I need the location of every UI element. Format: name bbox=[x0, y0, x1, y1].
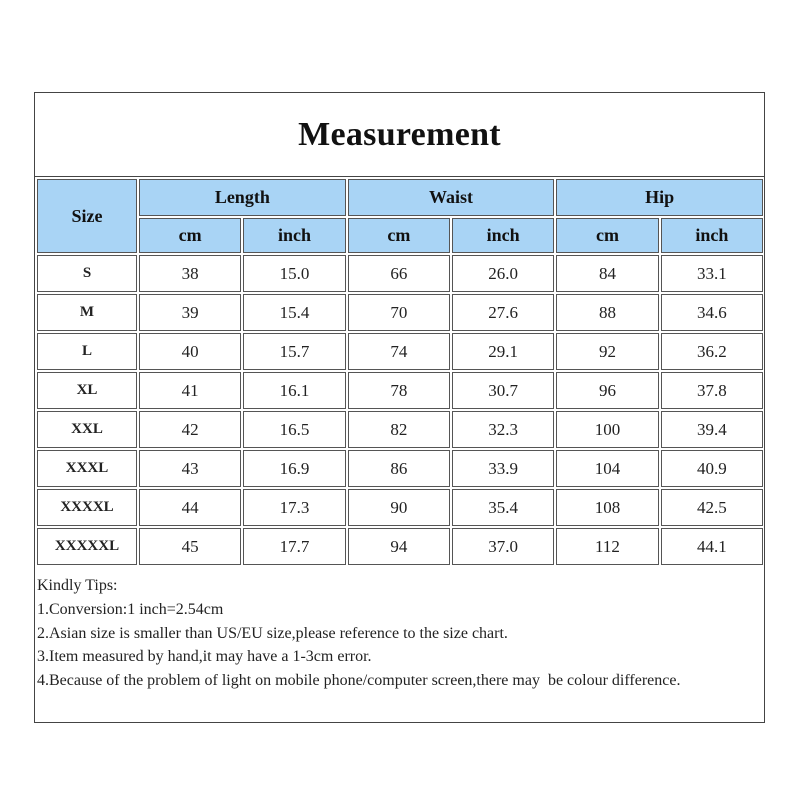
value-cell: 74 bbox=[348, 333, 450, 370]
group-header-row bbox=[37, 179, 763, 216]
value-cell: 33.9 bbox=[452, 450, 554, 487]
waist-inch-header: inch bbox=[452, 218, 554, 253]
value-cell: 15.0 bbox=[243, 255, 345, 292]
tip-item: 4.Because of the problem of light on mobile phone/computer screen,there may be colour difference. bbox=[37, 672, 681, 690]
size-cell: XXXXL bbox=[37, 489, 137, 526]
value-cell: 94 bbox=[348, 528, 450, 565]
value-cell: 88 bbox=[556, 294, 658, 331]
waist-cm-header: cm bbox=[348, 218, 450, 253]
size-chart bbox=[34, 92, 765, 723]
value-cell: 96 bbox=[556, 372, 658, 409]
value-cell: 30.7 bbox=[452, 372, 554, 409]
table-row bbox=[37, 255, 763, 292]
table-body bbox=[37, 255, 763, 565]
page-title: Measurement bbox=[298, 115, 501, 153]
size-cell: M bbox=[37, 294, 137, 331]
value-cell: 43 bbox=[139, 450, 241, 487]
value-cell: 66 bbox=[348, 255, 450, 292]
table-row bbox=[37, 372, 763, 409]
waist-group-header: Waist bbox=[348, 179, 555, 216]
value-cell: 35.4 bbox=[452, 489, 554, 526]
value-cell: 33.1 bbox=[661, 255, 763, 292]
value-cell: 41 bbox=[139, 372, 241, 409]
value-cell: 42.5 bbox=[661, 489, 763, 526]
value-cell: 44 bbox=[139, 489, 241, 526]
table-row bbox=[37, 411, 763, 448]
value-cell: 100 bbox=[556, 411, 658, 448]
value-cell: 27.6 bbox=[452, 294, 554, 331]
size-table bbox=[35, 177, 765, 567]
table-row bbox=[37, 528, 763, 565]
table-row bbox=[37, 489, 763, 526]
tip-item: 3.Item measured by hand,it may have a 1-3cm error. bbox=[37, 648, 372, 666]
size-cell: XXL bbox=[37, 411, 137, 448]
value-cell: 70 bbox=[348, 294, 450, 331]
value-cell: 17.7 bbox=[243, 528, 345, 565]
length-inch-header: inch bbox=[243, 218, 345, 253]
value-cell: 40 bbox=[139, 333, 241, 370]
value-cell: 86 bbox=[348, 450, 450, 487]
hip-group-header: Hip bbox=[556, 179, 763, 216]
value-cell: 16.5 bbox=[243, 411, 345, 448]
value-cell: 108 bbox=[556, 489, 658, 526]
value-cell: 36.2 bbox=[661, 333, 763, 370]
value-cell: 44.1 bbox=[661, 528, 763, 565]
value-cell: 42 bbox=[139, 411, 241, 448]
value-cell: 38 bbox=[139, 255, 241, 292]
table-row bbox=[37, 294, 763, 331]
tip-item: 2.Asian size is smaller than US/EU size,please reference to the size chart. bbox=[37, 624, 508, 642]
value-cell: 39.4 bbox=[661, 411, 763, 448]
value-cell: 45 bbox=[139, 528, 241, 565]
value-cell: 112 bbox=[556, 528, 658, 565]
value-cell: 29.1 bbox=[452, 333, 554, 370]
size-column-header: Size bbox=[37, 179, 137, 253]
value-cell: 37.8 bbox=[661, 372, 763, 409]
value-cell: 90 bbox=[348, 489, 450, 526]
tip-item: 1.Conversion:1 inch=2.54cm bbox=[37, 600, 224, 618]
size-cell: XXXXXL bbox=[37, 528, 137, 565]
length-cm-header: cm bbox=[139, 218, 241, 253]
tips-heading: Kindly Tips: bbox=[37, 577, 118, 594]
value-cell: 32.3 bbox=[452, 411, 554, 448]
hip-cm-header: cm bbox=[556, 218, 658, 253]
value-cell: 40.9 bbox=[661, 450, 763, 487]
size-cell: S bbox=[37, 255, 137, 292]
length-group-header: Length bbox=[139, 179, 346, 216]
value-cell: 78 bbox=[348, 372, 450, 409]
value-cell: 15.7 bbox=[243, 333, 345, 370]
size-cell: L bbox=[37, 333, 137, 370]
value-cell: 26.0 bbox=[452, 255, 554, 292]
value-cell: 92 bbox=[556, 333, 658, 370]
value-cell: 104 bbox=[556, 450, 658, 487]
table-row bbox=[37, 450, 763, 487]
hip-inch-header: inch bbox=[661, 218, 763, 253]
value-cell: 16.1 bbox=[243, 372, 345, 409]
value-cell: 34.6 bbox=[661, 294, 763, 331]
value-cell: 15.4 bbox=[243, 294, 345, 331]
tips-section bbox=[37, 574, 759, 693]
value-cell: 84 bbox=[556, 255, 658, 292]
size-cell: XXXL bbox=[37, 450, 137, 487]
table-row bbox=[37, 333, 763, 370]
value-cell: 16.9 bbox=[243, 450, 345, 487]
value-cell: 82 bbox=[348, 411, 450, 448]
value-cell: 17.3 bbox=[243, 489, 345, 526]
unit-header-row bbox=[37, 218, 763, 253]
value-cell: 39 bbox=[139, 294, 241, 331]
title-band bbox=[35, 93, 764, 177]
value-cell: 37.0 bbox=[452, 528, 554, 565]
size-cell: XL bbox=[37, 372, 137, 409]
